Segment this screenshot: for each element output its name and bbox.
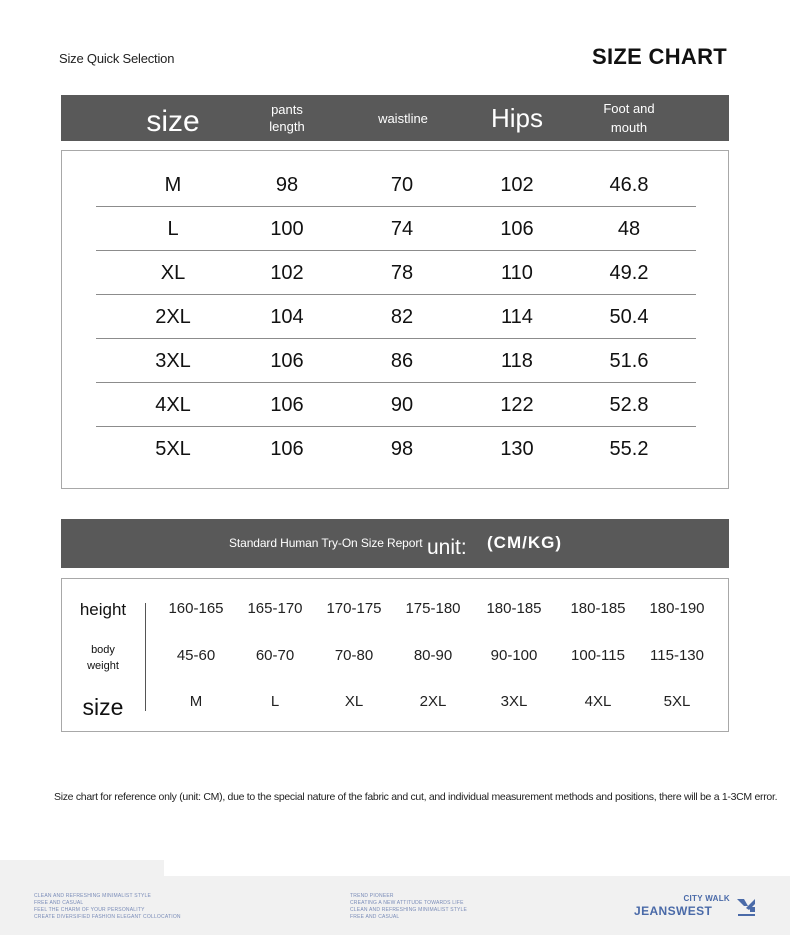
size-cell: L bbox=[270, 693, 280, 710]
height-cell: 180-185 bbox=[570, 600, 626, 617]
size-table-header bbox=[61, 95, 729, 141]
row-label-weight: body weight bbox=[87, 644, 119, 672]
page-title: SIZE CHART bbox=[592, 44, 727, 69]
table-row bbox=[96, 251, 696, 295]
weight-cell: 115-130 bbox=[650, 647, 704, 664]
row-label-size: size bbox=[82, 694, 124, 720]
cell-pants-length: 106 bbox=[270, 437, 304, 460]
cell-hips: 110 bbox=[501, 261, 533, 284]
weight-cell: 70-80 bbox=[334, 647, 374, 664]
row-label-height: height bbox=[79, 600, 127, 619]
brand-mark-icon bbox=[735, 896, 757, 918]
header-foot-mouth: Foot and mouth bbox=[603, 101, 655, 135]
size-cell: XL bbox=[344, 693, 364, 710]
brand-tagline: CITY WALK bbox=[683, 894, 730, 903]
table-row bbox=[96, 207, 696, 251]
footer-slogan-mid: TREND PIONEER CREATING A NEW ATTITUDE TOWARDS LIFE CLEAN AND REFRESHING MINIMALIST STYLE FREE AND CASUAL bbox=[350, 893, 468, 920]
cell-pants-length: 104 bbox=[270, 305, 304, 328]
disclaimer-text: Size chart for reference only (unit: CM), due to the special nature of the fabric and cut, and individual measurement methods and positions, there will be a 1-3CM error. bbox=[54, 791, 778, 803]
cell-foot-mouth: 46.8 bbox=[609, 173, 649, 196]
height-cell: 180-190 bbox=[649, 600, 705, 617]
cell-size: XL bbox=[160, 261, 186, 284]
footer-notch bbox=[164, 860, 790, 876]
height-cell: 160-165 bbox=[168, 600, 224, 617]
header-hips: Hips bbox=[490, 102, 543, 133]
size-table bbox=[61, 150, 729, 489]
cell-waistline: 74 bbox=[390, 217, 414, 240]
cell-foot-mouth: 48 bbox=[617, 217, 641, 240]
header-pants-length: pants length bbox=[269, 102, 305, 134]
cell-foot-mouth: 51.6 bbox=[609, 349, 649, 372]
cell-waistline: 78 bbox=[390, 261, 414, 284]
cell-waistline: 90 bbox=[390, 393, 414, 416]
table-row bbox=[96, 383, 696, 427]
unit-label: unit: bbox=[427, 536, 467, 559]
weight-cell: 100-115 bbox=[571, 647, 625, 664]
cell-size: 2XL bbox=[155, 305, 191, 328]
height-cell: 170-175 bbox=[326, 600, 382, 617]
weight-cell: 90-100 bbox=[490, 647, 538, 664]
weight-cell: 60-70 bbox=[255, 647, 295, 664]
cell-hips: 114 bbox=[501, 305, 533, 328]
cell-hips: 122 bbox=[500, 393, 534, 416]
cell-pants-length: 98 bbox=[275, 173, 299, 196]
cell-pants-length: 106 bbox=[270, 349, 304, 372]
size-cell: 4XL bbox=[584, 693, 612, 710]
brand-logo bbox=[634, 894, 764, 924]
cell-foot-mouth: 49.2 bbox=[609, 261, 649, 284]
header-size: size bbox=[146, 105, 200, 138]
unit-value: (CM/KG) bbox=[487, 533, 562, 552]
cell-size: 5XL bbox=[155, 437, 191, 460]
cell-size: L bbox=[167, 217, 179, 240]
cell-foot-mouth: 50.4 bbox=[609, 305, 649, 328]
table-row bbox=[96, 163, 696, 207]
cell-pants-length: 106 bbox=[270, 393, 304, 416]
cell-waistline: 98 bbox=[390, 437, 414, 460]
weight-cell: 45-60 bbox=[176, 647, 216, 664]
cell-waistline: 70 bbox=[390, 173, 414, 196]
height-cell: 180-185 bbox=[486, 600, 542, 617]
footer-slogan-left: CLEAN AND REFRESHING MINIMALIST STYLE FREE AND CASUAL FEEL THE CHARM OF YOUR PERSONALITY CREATE DIVERSIFIED FASHION ELEGANT COLLOCATION bbox=[34, 893, 181, 920]
table-row bbox=[96, 295, 696, 339]
size-quick-selection-label: Size Quick Selection bbox=[59, 51, 175, 66]
cell-hips: 106 bbox=[500, 217, 534, 240]
cell-waistline: 86 bbox=[390, 349, 414, 372]
cell-hips: 130 bbox=[500, 437, 534, 460]
height-cell: 165-170 bbox=[247, 600, 303, 617]
size-cell: 3XL bbox=[500, 693, 528, 710]
cell-hips: 118 bbox=[501, 349, 533, 372]
cell-pants-length: 102 bbox=[270, 261, 304, 284]
report-title: Standard Human Try-On Size Report bbox=[229, 536, 423, 550]
weight-cell: 80-90 bbox=[413, 647, 453, 664]
cell-waistline: 82 bbox=[390, 305, 414, 328]
size-cell: M bbox=[189, 693, 203, 710]
table-row bbox=[96, 427, 696, 471]
table-row bbox=[96, 339, 696, 383]
cell-pants-length: 100 bbox=[270, 217, 304, 240]
vertical-divider bbox=[145, 603, 146, 711]
brand-name: JEANSWEST bbox=[634, 904, 713, 918]
report-table bbox=[61, 578, 729, 732]
size-cell: 2XL bbox=[419, 693, 447, 710]
size-cell: 5XL bbox=[663, 693, 691, 710]
cell-foot-mouth: 52.8 bbox=[609, 393, 649, 416]
cell-foot-mouth: 55.2 bbox=[609, 437, 649, 460]
report-header bbox=[61, 519, 729, 568]
cell-size: 4XL bbox=[155, 393, 191, 416]
cell-size: M bbox=[164, 173, 182, 196]
height-cell: 175-180 bbox=[405, 600, 461, 617]
cell-hips: 102 bbox=[500, 173, 534, 196]
cell-size: 3XL bbox=[155, 349, 191, 372]
header-waistline: waistline bbox=[378, 110, 428, 126]
